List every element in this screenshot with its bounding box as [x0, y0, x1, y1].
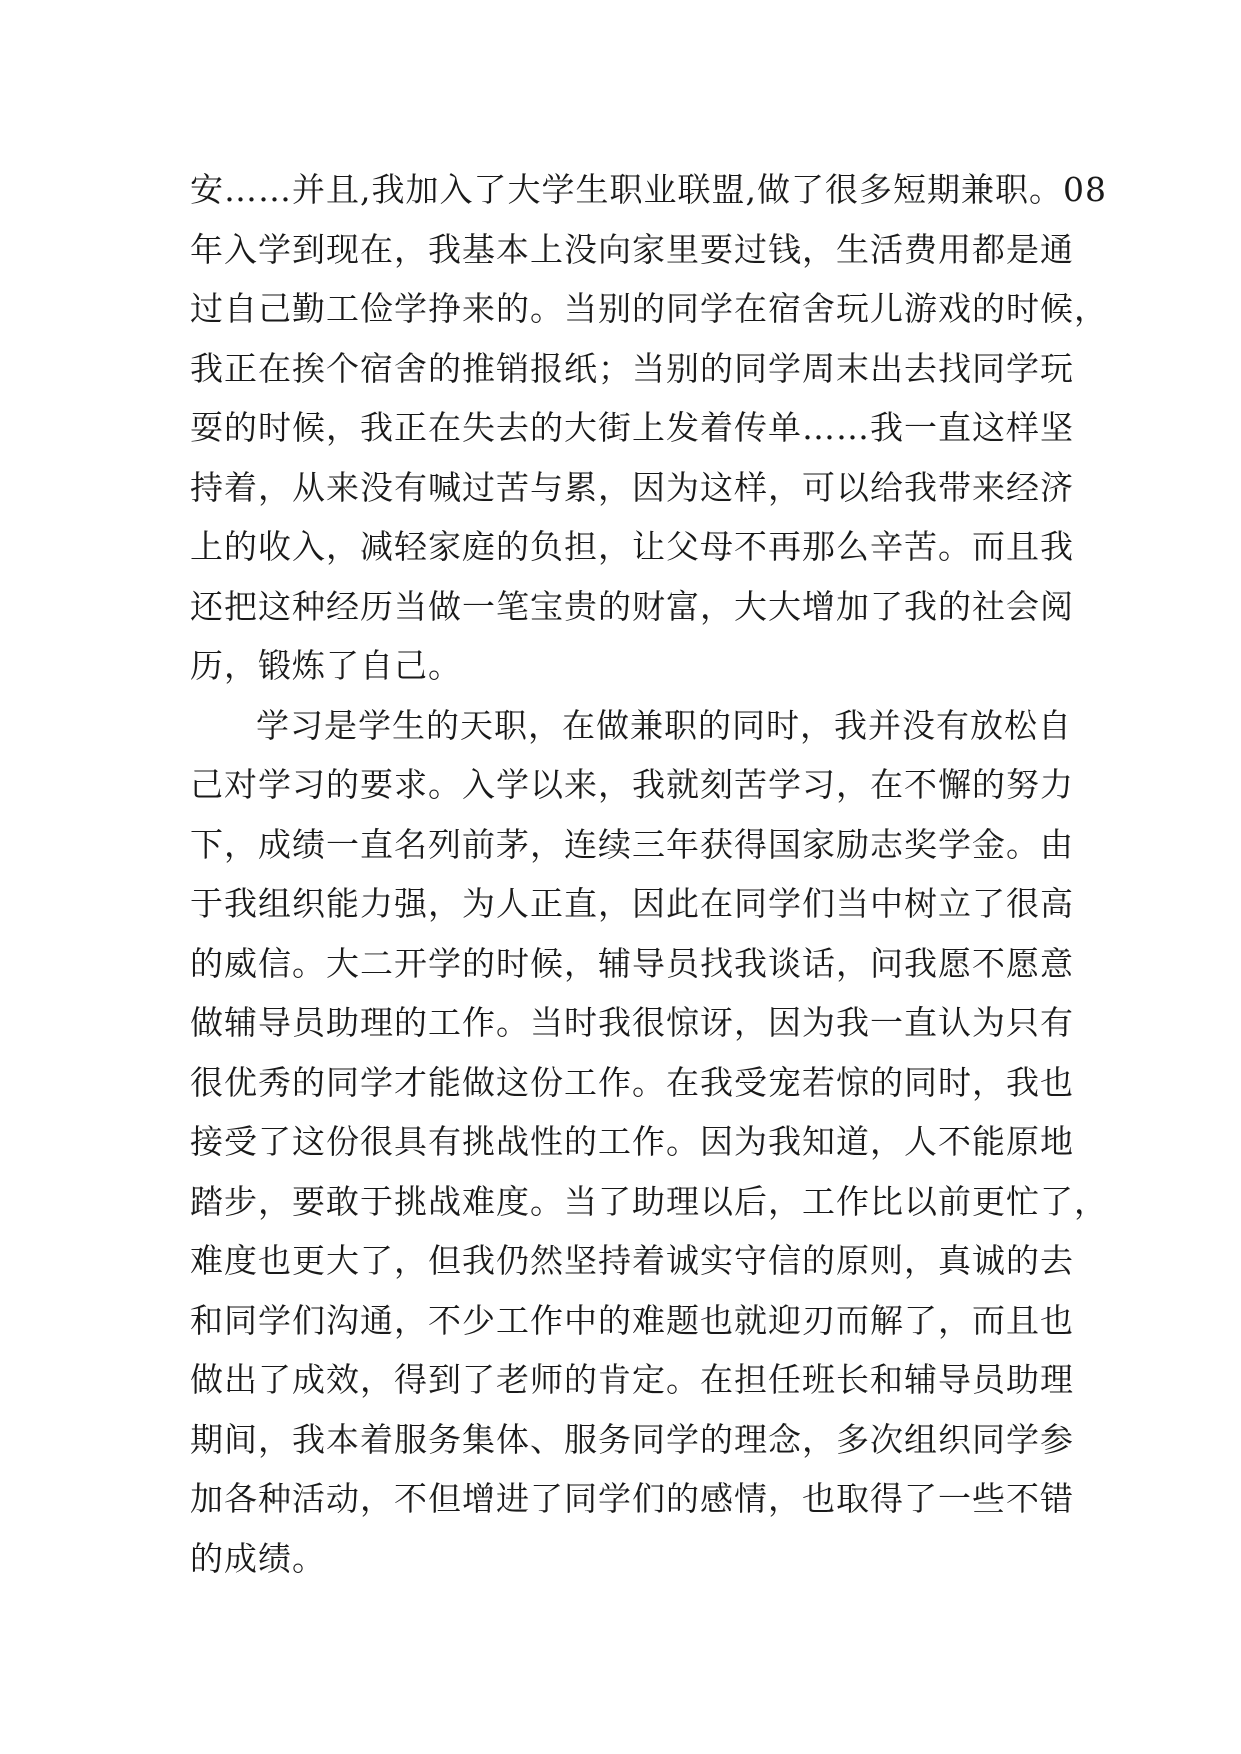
- text-line: 还把这种经历当做一笔宝贵的财富，大大增加了我的社会阅: [190, 586, 1074, 626]
- text-line: 难度也更大了，但我仍然坚持着诚实守信的原则，真诚的去: [190, 1241, 1074, 1280]
- text-line: 过自己勤工俭学挣来的。当别的同学在宿舍玩儿游戏的时候，: [190, 289, 1108, 328]
- text-line: 接受了这份很具有挑战性的工作。因为我知道，人不能原地: [190, 1122, 1074, 1161]
- text-line: 安……并且,我加入了大学生职业联盟,做了很多短期兼职。08: [190, 170, 1107, 209]
- text-line: 己对学习的要求。入学以来，我就刻苦学习，在不懈的努力: [190, 765, 1074, 804]
- text-line: 加各种活动，不但增进了同学们的感情，也取得了一些不错: [190, 1479, 1074, 1518]
- text-line: 的威信。大二开学的时候，辅导员找我谈话，问我愿不愿意: [190, 943, 1074, 983]
- text-line: 踏步，要敢于挑战难度。当了助理以后，工作比以前更忙了，: [190, 1181, 1108, 1221]
- text-line: 上的收入，减轻家庭的负担，让父母不再那么辛苦。而且我: [190, 527, 1074, 566]
- text-line: 耍的时候，我正在失去的大街上发着传单……我一直这样坚: [190, 408, 1074, 447]
- text-line: 历，锻炼了自己。: [190, 646, 462, 685]
- text-line: 很优秀的同学才能做这份工作。在我受宠若惊的同时，我也: [190, 1062, 1074, 1102]
- text-line: 下，成绩一直名列前茅，连续三年获得国家励志奖学金。由: [190, 824, 1074, 864]
- text-line: 年入学到现在，我基本上没向家里要过钱，生活费用都是通: [190, 229, 1074, 269]
- text-line: 的成绩。: [190, 1538, 326, 1578]
- text-line: 做出了成效，得到了老师的肯定。在担任班长和辅导员助理: [190, 1360, 1074, 1399]
- text-line: 于我组织能力强，为人正直，因此在同学们当中树立了很高: [190, 884, 1074, 923]
- text-line: 做辅导员助理的工作。当时我很惊讶，因为我一直认为只有: [190, 1003, 1074, 1042]
- text-line: 期间，我本着服务集体、服务同学的理念，多次组织同学参: [190, 1419, 1074, 1459]
- text-line: 和同学们沟通，不少工作中的难题也就迎刃而解了，而且也: [190, 1300, 1074, 1340]
- text-line: 我正在挨个宿舍的推销报纸；当别的同学周末出去找同学玩: [190, 348, 1074, 388]
- text-line: 持着，从来没有喊过苦与累，因为这样，可以给我带来经济: [190, 467, 1074, 507]
- paragraph-first-line: 学习是学生的天职，在做兼职的同时，我并没有放松自: [256, 705, 1072, 745]
- document-body: [190, 160, 1108, 1588]
